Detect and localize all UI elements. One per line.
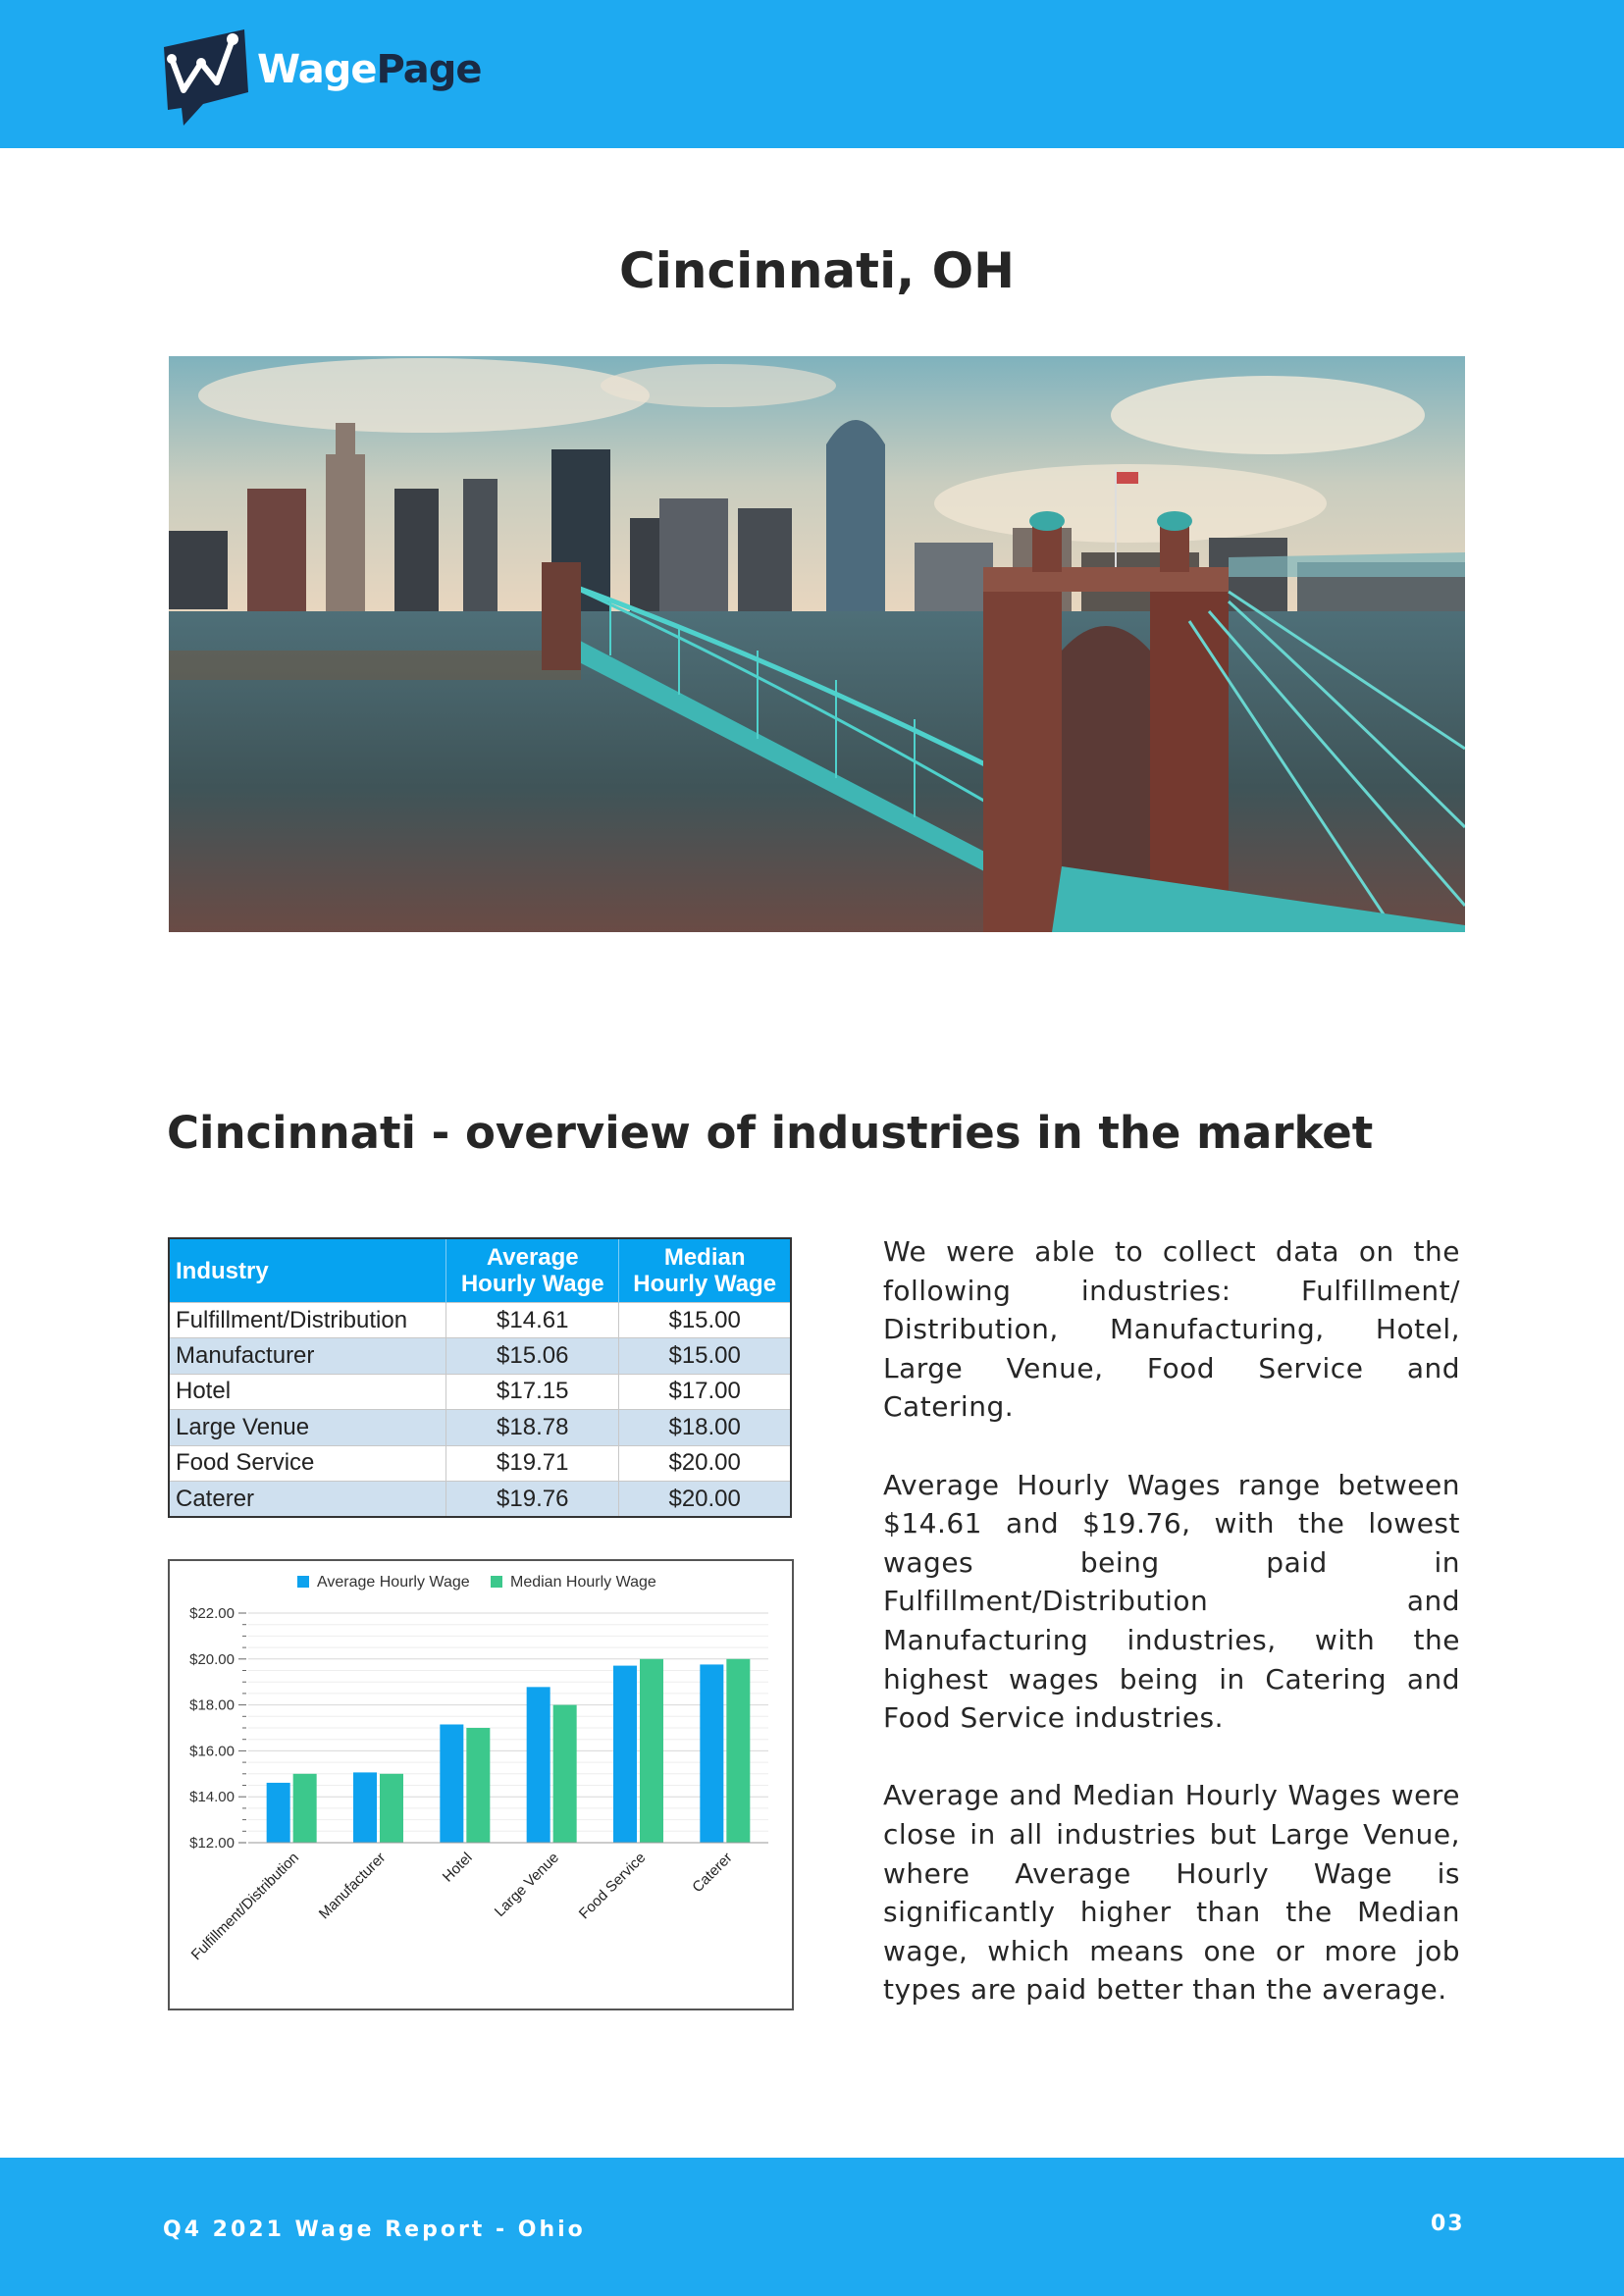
bar <box>293 1774 317 1843</box>
x-tick-label: Caterer <box>689 1849 736 1897</box>
paragraph-industries: We were able to collect data on the following industries: Fulfillment/ Distribution, Manufacturing, Hotel, Large Venue, Food Service and Catering. <box>883 1235 1460 1424</box>
table-row <box>169 1410 791 1445</box>
average-cell: $19.71 <box>446 1445 619 1481</box>
bar <box>353 1772 377 1843</box>
wagepage-logo[interactable] <box>162 26 482 128</box>
header-average-line1: Average <box>486 1244 579 1271</box>
industry-cell: Food Service <box>169 1445 446 1481</box>
y-tick-label: $18.00 <box>189 1696 235 1714</box>
logo-chart-icon <box>162 26 255 128</box>
median-cell: $18.00 <box>619 1410 791 1445</box>
hero-image <box>169 356 1465 932</box>
median-cell: $15.00 <box>619 1338 791 1374</box>
legend-swatch <box>297 1576 309 1588</box>
industry-cell: Hotel <box>169 1374 446 1409</box>
bar <box>700 1664 723 1843</box>
header-median-hourly-wage <box>619 1238 791 1303</box>
header-median-line1: Median <box>663 1244 746 1271</box>
average-cell: $18.78 <box>446 1410 619 1445</box>
wage-bar-chart <box>168 1559 794 2010</box>
table-row <box>169 1481 791 1517</box>
x-tick-label: Hotel <box>439 1849 476 1886</box>
analysis-text <box>883 1232 1460 2048</box>
bar <box>380 1774 403 1843</box>
logo-word-page: Page <box>376 47 482 92</box>
average-cell: $15.06 <box>446 1338 619 1374</box>
cincinnati-skyline-illustration <box>169 356 1465 932</box>
bar <box>640 1659 663 1843</box>
industry-cell: Manufacturer <box>169 1338 446 1374</box>
x-tick-label: Fulfillment/Distribution <box>187 1849 302 1964</box>
footer-page-number: 03 <box>1431 2212 1465 2236</box>
paragraph-wage-range: Average Hourly Wages range between $14.61 and $19.76, with the lowest wages being paid in Fulfillment/Distribution and Manufacturing industries, with the highest wages being in Catering and Food Service industries. <box>883 1468 1460 1735</box>
paragraph-average-vs-median: Average and Median Hourly Wages were close in all industries but Large Venue, where Average Hourly Wage is significantly higher than the Median wage, which means one or more job types are paid better than the average. <box>883 1779 1460 2007</box>
wage-table <box>168 1237 792 1518</box>
y-tick-label: $12.00 <box>189 1835 235 1852</box>
x-tick-label: Manufacturer <box>315 1849 390 1923</box>
chart-svg <box>170 1561 792 2009</box>
bar <box>527 1687 550 1843</box>
table-row <box>169 1303 791 1338</box>
median-cell: $15.00 <box>619 1303 791 1338</box>
y-tick-label: $14.00 <box>189 1789 235 1806</box>
bar <box>440 1724 463 1843</box>
bar <box>267 1783 290 1843</box>
header-industry: Industry <box>169 1238 446 1303</box>
median-cell: $20.00 <box>619 1481 791 1517</box>
footer-report-label: Q4 2021 Wage Report - Ohio <box>163 2218 586 2242</box>
x-tick-label: Food Service <box>575 1849 650 1923</box>
average-cell: $14.61 <box>446 1303 619 1338</box>
page-title: Cincinnati, OH <box>619 242 1015 299</box>
average-cell: $19.76 <box>446 1481 619 1517</box>
legend-label: Median Hourly Wage <box>510 1574 656 1591</box>
header-average-line2: Hourly Wage <box>460 1271 604 1297</box>
industry-cell: Caterer <box>169 1481 446 1517</box>
median-cell: $17.00 <box>619 1374 791 1409</box>
table-row <box>169 1445 791 1481</box>
legend-label: Average Hourly Wage <box>317 1574 470 1591</box>
x-tick-label: Large Venue <box>491 1849 562 1920</box>
y-tick-label: $20.00 <box>189 1650 235 1668</box>
legend-swatch <box>491 1576 502 1588</box>
bar <box>726 1659 750 1843</box>
bar <box>466 1728 490 1843</box>
average-cell: $17.15 <box>446 1374 619 1409</box>
industry-cell: Large Venue <box>169 1410 446 1445</box>
table-row <box>169 1338 791 1374</box>
bar <box>613 1666 637 1843</box>
logo-wordmark <box>257 47 481 92</box>
logo-word-wage: Wage <box>257 47 377 92</box>
table-header-row <box>169 1238 791 1303</box>
header-average-hourly-wage <box>446 1238 619 1303</box>
y-tick-label: $16.00 <box>189 1743 235 1760</box>
y-tick-label: $22.00 <box>189 1605 235 1622</box>
industry-cell: Fulfillment/Distribution <box>169 1303 446 1338</box>
median-cell: $20.00 <box>619 1445 791 1481</box>
section-title: Cincinnati - overview of industries in the market <box>167 1107 1374 1159</box>
table-row <box>169 1374 791 1409</box>
header-median-line2: Hourly Wage <box>633 1271 777 1297</box>
bar <box>553 1705 577 1843</box>
